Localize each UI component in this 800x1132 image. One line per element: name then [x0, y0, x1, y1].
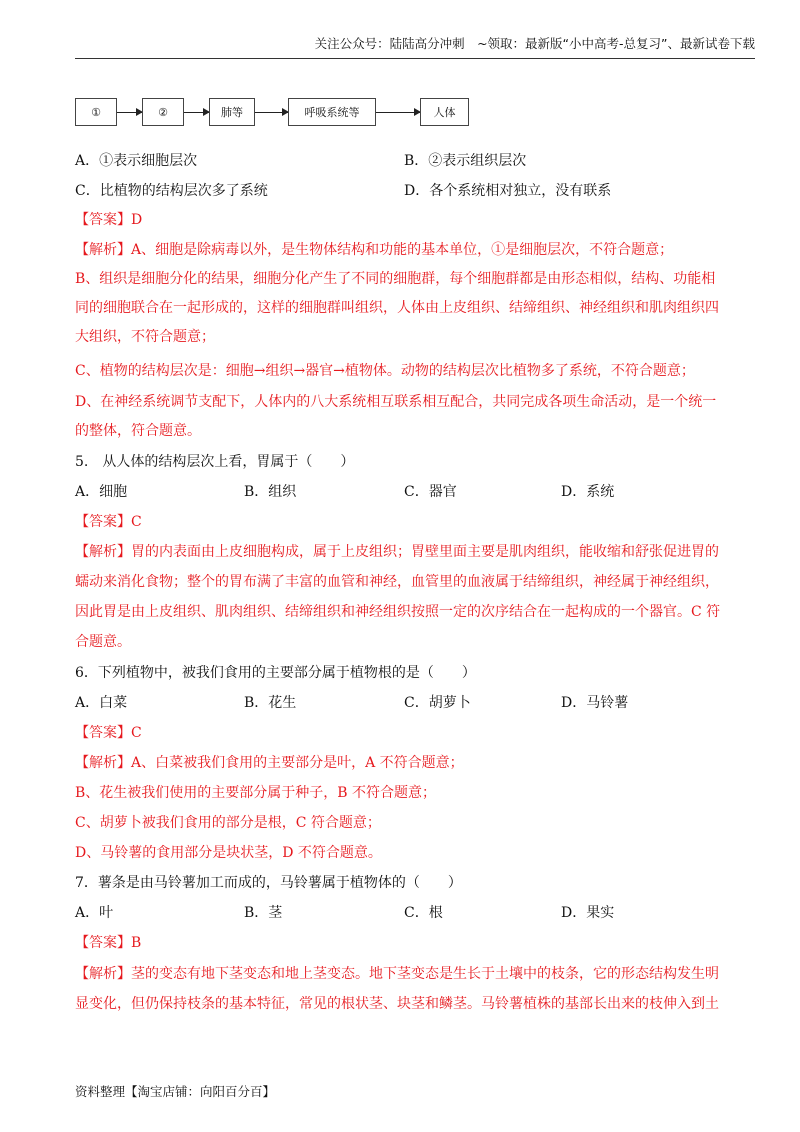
q5-option-d: D．系统: [561, 484, 615, 500]
page-header: 关注公众号：陆陆高分冲刺 ~领取：最新版“小中高考-总复习”、最新试卷下载: [75, 34, 755, 59]
q5-option-c: C．器官: [404, 484, 457, 500]
q7-option-a: A．叶: [75, 905, 114, 921]
q6-option-c: C．胡萝卜: [404, 695, 471, 711]
flow-arrow: [255, 112, 288, 113]
page-footer: 资料整理【淘宝店铺：向阳百分百】: [75, 1084, 276, 1099]
q5-analysis-line: 【解析】胃的内表面由上皮细胞构成，属于上皮组织；胃壁里面主要是肌肉组织，能收缩和舒张促进胃的: [75, 544, 719, 560]
q6-analysis-line: 【解析】A、白菜被我们食用的主要部分是叶，A 不符合题意；: [75, 755, 464, 771]
q4-analysis-line: B、组织是细胞分化的结果，细胞分化产生了不同的细胞群，每个细胞群都是由形态相似，结构、功能相: [75, 271, 716, 287]
q7-analysis-line: 显变化，但仍保持枝条的基本特征，常见的根状茎、块茎和鳞茎。马铃薯植株的基部长出来的枝伸入到土: [75, 996, 719, 1012]
q4-option-d: D．各个系统相对独立，没有联系: [404, 183, 612, 199]
q4-analysis-line: 的整体，符合题意。: [75, 423, 201, 439]
q7-option-d: D．果实: [561, 905, 615, 921]
q4-analysis-line: C、植物的结构层次是：细胞→组织→器官→植物体。动物的结构层次比植物多了系统，不符合题意；: [75, 363, 695, 379]
q6-analysis-line: D、马铃薯的食用部分是块状茎，D 不符合题意。: [75, 845, 382, 861]
q6-option-a: A．白菜: [75, 695, 128, 711]
q7-option-c: C．根: [404, 905, 443, 921]
q4-analysis-line: 【解析】A、细胞是除病毒以外，是生物体结构和功能的基本单位，①是细胞层次，不符合题意；: [75, 242, 674, 258]
q7-stem: 7．薯条是由马铃薯加工而成的，马铃薯属于植物体的（ ）: [75, 875, 462, 891]
flow-box-system: 呼吸系统等: [288, 98, 376, 126]
q6-analysis-line: C、胡萝卜被我们食用的部分是根，C 符合题意；: [75, 815, 381, 831]
q5-analysis-line: 蠕动来消化食物；整个的胃布满了丰富的血管和神经，血管里的血液属于结缔组织，神经属于神经组织，: [75, 574, 719, 590]
q6-stem: 6．下列植物中，被我们食用的主要部分属于植物根的是（ ）: [75, 665, 476, 681]
q5-analysis-line: 合题意。: [75, 634, 131, 650]
q4-analysis-line: D、在神经系统调节支配下，人体内的八大系统相互联系相互配合，共同完成各项生命活动，是一个统一: [75, 394, 717, 410]
q4-analysis-line: 大组织，不符合题意；: [75, 329, 215, 345]
flow-box-body: 人体: [420, 98, 469, 126]
structure-flow-diagram: [75, 98, 495, 128]
q6-analysis-line: B、花生被我们使用的主要部分属于种子，B 不符合题意；: [75, 785, 437, 801]
q5-answer: 【答案】C: [75, 514, 142, 530]
flow-arrow: [376, 112, 420, 113]
flow-box-tissue: ②: [142, 98, 184, 126]
flow-arrow: [117, 112, 142, 113]
q4-answer: 【答案】D: [75, 212, 143, 228]
q4-option-a: A．①表示细胞层次: [75, 153, 198, 169]
q5-analysis-line: 因此胃是由上皮组织、肌肉组织、结缔组织和神经组织按照一定的次序结合在一起构成的一个器官。C 符: [75, 604, 721, 620]
q7-answer: 【答案】B: [75, 935, 142, 951]
flow-box-organ: 肺等: [209, 98, 255, 126]
q6-option-d: D．马铃薯: [561, 695, 629, 711]
q7-analysis-line: 【解析】茎的变态有地下茎变态和地上茎变态。地下茎变态是生长于土壤中的枝条，它的形态结构发生明: [75, 966, 719, 982]
q7-option-b: B．茎: [244, 905, 283, 921]
q5-option-b: B．组织: [244, 484, 297, 500]
q6-option-b: B．花生: [244, 695, 297, 711]
q5-option-a: A．细胞: [75, 484, 128, 500]
q5-stem: 5. 从人体的结构层次上看，胃属于（ ）: [75, 454, 355, 470]
q4-option-b: B．②表示组织层次: [404, 153, 527, 169]
flow-box-cell: ①: [75, 98, 117, 126]
q4-analysis-line: 同的细胞联合在一起形成的，这样的细胞群叫组织，人体由上皮组织、结缔组织、神经组织和肌肉组织四: [75, 300, 719, 316]
q6-answer: 【答案】C: [75, 725, 142, 741]
q4-option-c: C．比植物的结构层次多了系统: [75, 183, 268, 199]
flow-arrow: [184, 112, 209, 113]
